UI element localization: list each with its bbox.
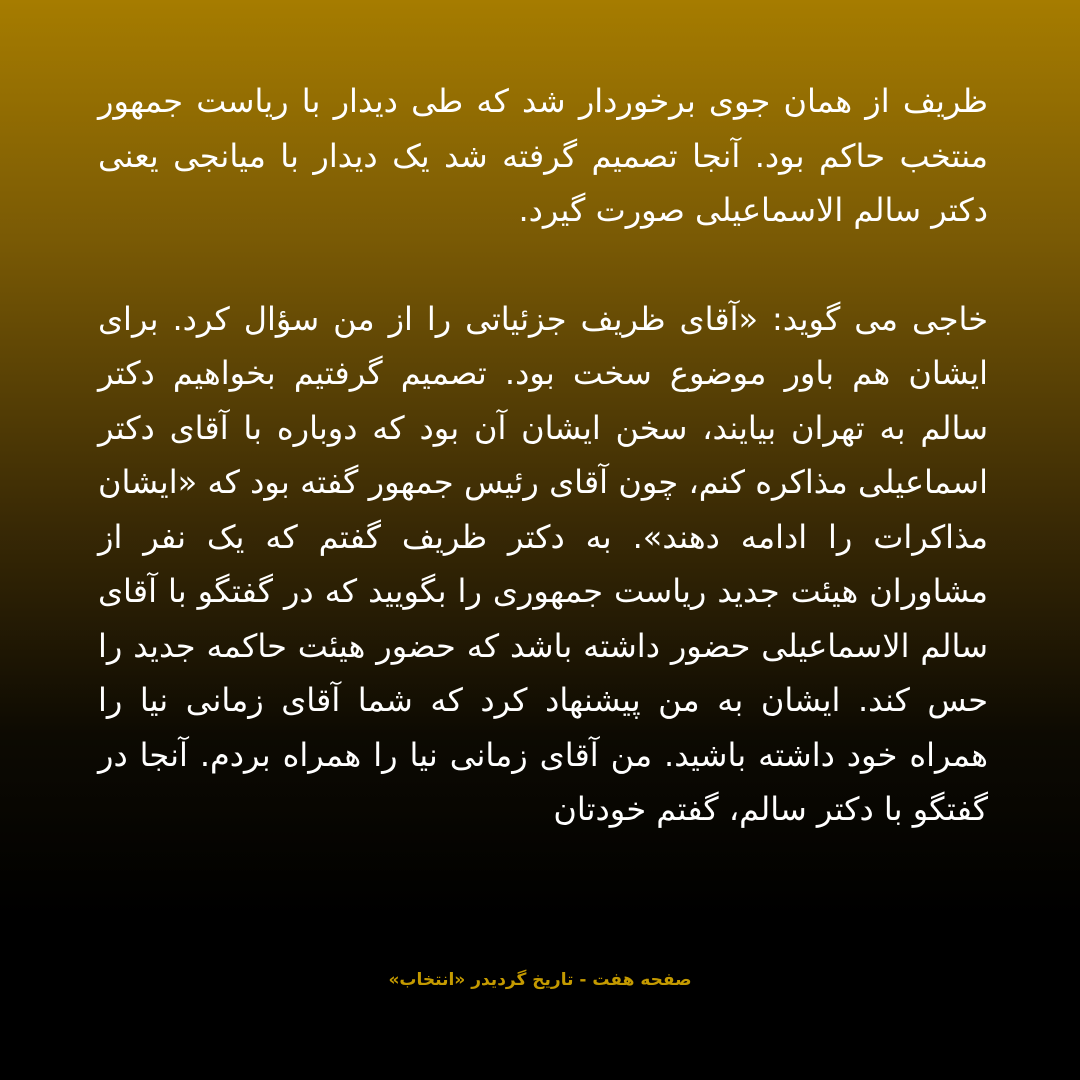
article-body bbox=[98, 74, 988, 837]
page-footer: صفحه هفت - تاریخ گردیدر «انتخاب» bbox=[388, 970, 692, 990]
article-paragraph-2: خاجی می گوید: «آقای ظریف جزئیاتی را از من سؤال کرد. برای ایشان هم باور موضوع سخت بود. تصمیم گرفتیم بخواهیم دکتر سالم به تهران بیایند، سخن ایشان آن بود که دوباره با آقای دکتر اسماعیلی مذاکره کنم، چون آقای رئیس جمهور گفته بود که «ایشان مذاکرات را ادامه دهند». به دکتر ظریف گفتم که یک نفر از مشاوران هیئت جدید ریاست جمهوری را بگویید که در گفتگو با آقای سالم الاسماعیلی حضور داشته باشد که حضور هیئت حاکمه جدید را حس کند. ایشان به من پیشنهاد کرد که شما آقای زمانی نیا را همراه خود داشته باشید. من آقای زمانی نیا را همراه بردم. آنجا در گفتگو با دکتر سالم، گفتم خودتان bbox=[98, 299, 988, 828]
article-paragraph-1: ظریف از همان جوی برخوردار شد که طی دیدار با ریاست جمهور منتخب حاکم بود. آنجا تصمیم گرفته شد یک دیدار با میانجی یعنی دکتر سالم الاسماعیلی صورت گیرد. bbox=[98, 82, 988, 229]
